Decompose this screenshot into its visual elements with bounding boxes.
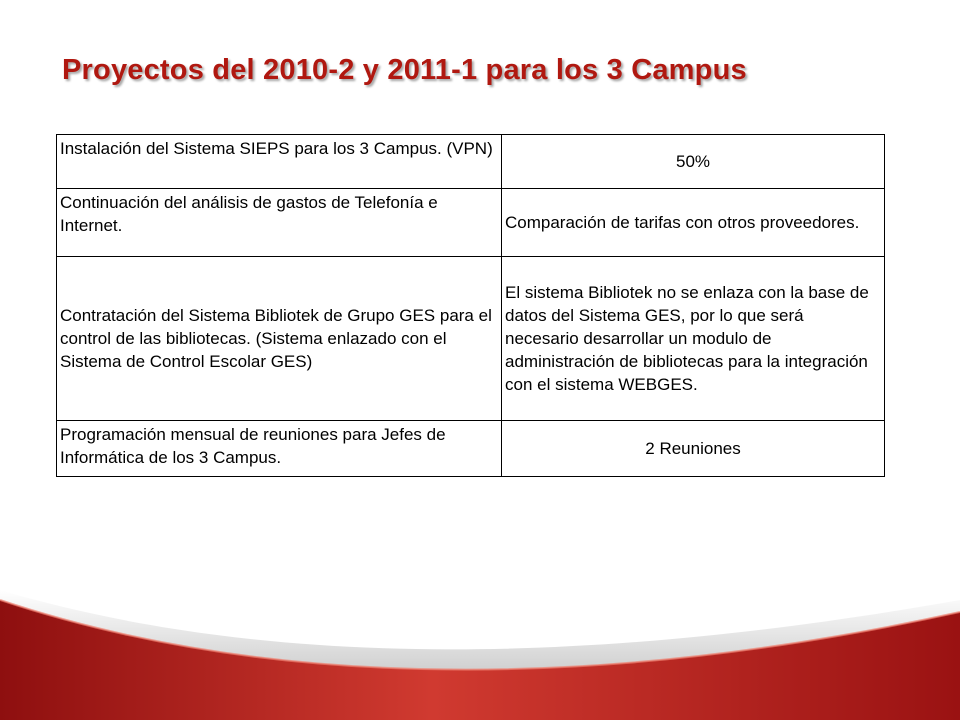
- project-cell: Contratación del Sistema Bibliotek de Grupo GES para el control de las bibliotecas. (Sistema enlazado con el Sistema de Control Escolar GES): [57, 257, 502, 421]
- project-cell: Programación mensual de reuniones para Jefes de Informática de los 3 Campus.: [57, 421, 502, 477]
- project-cell: Instalación del Sistema SIEPS para los 3 Campus. (VPN): [57, 135, 502, 189]
- status-cell: Comparación de tarifas con otros proveedores.: [502, 189, 885, 257]
- project-cell: Continuación del análisis de gastos de Telefonía e Internet.: [57, 189, 502, 257]
- slide-title: Proyectos del 2010-2 y 2011-1 para los 3 Campus: [62, 54, 747, 86]
- projects-table: [56, 134, 885, 477]
- status-cell: 2 Reuniones: [502, 421, 885, 477]
- table-row: [57, 135, 885, 189]
- table-row: [57, 421, 885, 477]
- status-cell: El sistema Bibliotek no se enlaza con la base de datos del Sistema GES, por lo que será necesario desarrollar un modulo de administración de bibliotecas para la integración con el sistema WEBGES.: [502, 257, 885, 421]
- footer-swoosh-decoration: [0, 560, 960, 720]
- table-row: [57, 257, 885, 421]
- table-row: [57, 189, 885, 257]
- status-cell: 50%: [502, 135, 885, 189]
